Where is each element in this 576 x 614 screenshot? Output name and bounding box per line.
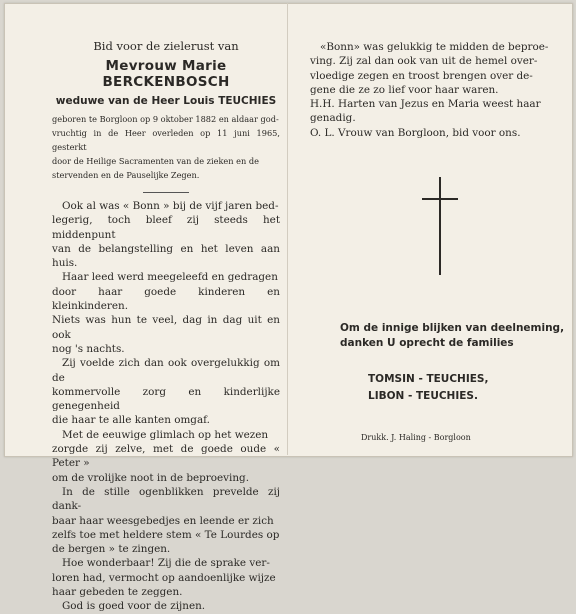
prayer: O. L. Vrouw van Borgloon, bid voor ons. xyxy=(310,126,521,139)
text-line: Haar leed werd meegeleefd en gedragen xyxy=(62,271,278,284)
text-line: «Bonn» was gelukkig te midden de beproe- xyxy=(320,41,549,53)
birth-death-details xyxy=(52,112,280,182)
divider xyxy=(143,192,189,193)
closing-text xyxy=(310,40,560,140)
paragraph xyxy=(52,428,280,485)
thanks-text xyxy=(340,321,570,351)
paragraph xyxy=(52,599,280,613)
text-line: zorgde zij zelve, met de goede oude « Peter » xyxy=(52,443,280,470)
prayer-heading: Bid voor de zielerust van xyxy=(93,39,239,53)
cross-icon xyxy=(410,177,470,277)
text-line: God is goed voor de zijnen. xyxy=(62,600,206,613)
text-line: Ook al was « Bonn » bij de vijf jaren bed- xyxy=(62,200,279,212)
right-page xyxy=(310,14,565,442)
text-line: ving. Zij zal dan ook van uit de hemel over- xyxy=(310,55,538,68)
paragraph xyxy=(310,40,560,97)
text-line: Hoe wonderbaar! Zij die de sprake ver- xyxy=(62,557,270,570)
text-line: legerig, toch bleef zij steeds het middenpunt xyxy=(52,214,280,241)
text-line: In de stille ogenblikken prevelde zij dank- xyxy=(52,485,280,513)
text-line: Om de innige blijken van deelneming, xyxy=(340,322,565,334)
prayer xyxy=(310,97,560,126)
text-line: de bergen » te zingen. xyxy=(52,543,171,556)
biography-text xyxy=(52,199,280,614)
text-line: om de vrolijke noot in de beproeving. xyxy=(52,471,249,484)
detail-line: door de Heilige Sacramenten van de zieken en de xyxy=(52,156,259,166)
text-line: Met de eeuwige glimlach op het wezen xyxy=(62,428,269,441)
family-name: TOMSIN - TEUCHIES, xyxy=(368,373,489,385)
text-line: danken U oprecht de families xyxy=(340,337,514,349)
text-line: kommervolle zorg en kinderlijke genegenheid xyxy=(52,385,280,413)
cross-horizontal xyxy=(422,198,458,200)
text-line: zelfs toe met heldere stem « Te Lourdes op xyxy=(52,528,280,541)
text-line: door haar goede kinderen en kleinkinderen. xyxy=(52,285,280,313)
fold-line xyxy=(287,3,288,455)
printer-credit: Drukk. J. Haling - Borgloon xyxy=(361,433,471,442)
paragraph xyxy=(52,556,280,599)
text-line: van de belangstelling en het leven aan huis. xyxy=(52,242,280,270)
text-line: baar haar weesgebedjes en leende er zich xyxy=(52,514,274,527)
detail-line: vruchtig in de Heer overleden op 11 juni 1965, gesterkt xyxy=(52,128,280,152)
text-line: haar gebeden te zeggen. xyxy=(52,586,183,599)
family-name: LIBON - TEUCHIES. xyxy=(368,390,478,402)
detail-line: stervenden en de Pauselijke Zegen. xyxy=(52,170,200,180)
text-line: Zij voelde zich dan ook overgelukkig om de xyxy=(52,357,280,384)
paragraph xyxy=(52,199,280,270)
text-line: genadig. xyxy=(310,112,356,125)
left-page xyxy=(52,14,280,614)
deceased-name: Mevrouw Marie BERCKENBOSCH xyxy=(102,58,230,90)
detail-line: geboren te Borgloon op 9 oktober 1882 en aldaar god- xyxy=(52,114,279,124)
text-line: loren had, vermocht op aandoenlijke wijze xyxy=(52,571,276,584)
text-line: H.H. Harten van Jezus en Maria weest haar xyxy=(310,98,541,111)
cross-vertical xyxy=(439,177,441,275)
family-names xyxy=(368,371,488,405)
paragraph xyxy=(52,270,280,356)
paragraph xyxy=(52,485,280,556)
text-line: Niets was hun te veel, dag in dag uit en ook xyxy=(52,314,280,341)
text-line: gene die ze zo lief voor haar waren. xyxy=(310,83,499,96)
paragraph xyxy=(52,356,280,427)
text-line: vloedige zegen en troost brengen over de- xyxy=(310,69,533,82)
text-line: nog 's nachts. xyxy=(52,342,125,355)
widow-line: weduwe van de Heer Louis TEUCHIES xyxy=(55,95,277,107)
text-line: die haar te alle kanten omgaf. xyxy=(52,414,210,427)
